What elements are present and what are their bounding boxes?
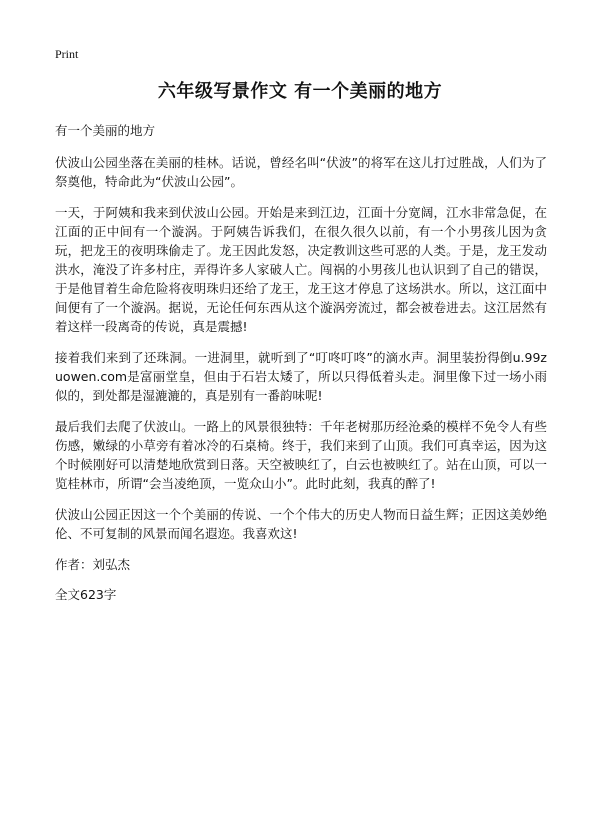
- paragraph-pearl-cave: 接着我们来到了还珠洞。一进洞里，就听到了“叮咚叮咚”的滴水声。洞里装扮得倒u.99zuowen.com是富丽堂皇，但由于石岩太矮了，所以只得低着头走。洞里像下过一场小雨似的，到处都是湿漉漉的，真是别有一番韵味呢!: [55, 350, 547, 403]
- article-body: [55, 121, 547, 616]
- article-title: 六年级写景作文 有一个美丽的地方: [157, 81, 443, 102]
- word-count: 全文623字: [55, 587, 117, 602]
- paragraph-intro: 伏波山公园坐落在美丽的桂林。话说，曾经名叫“伏波”的将军在这儿打过胜战，人们为了祭奠他，特命此为“伏波山公园”。: [55, 155, 547, 189]
- paragraph-river-legend: 一天，于阿姨和我来到伏波山公园。开始是来到江边，江面十分宽阔，江水非常急促，在江面的正中间有一个漩涡。于阿姨告诉我们，在很久很久以前，有一个小男孩儿因为贪玩，把龙王的夜明珠偷走了。龙王因此发怒，决定教训这些可恶的人类。于是，龙王发动洪水，淹没了许多村庄，弄得许多人家破人亡。闯祸的小男孩儿也认识到了自己的错误，于是他冒着生命危险将夜明珠归还给了龙王，龙王这才停息了这场洪水。所以，这江面中间便有了一个漩涡。据说，无论任何东西从这个漩涡旁流过，都会被卷进去。这江居然有着这样一段离奇的传说，真是震撼!: [55, 205, 547, 334]
- author-line: 作者：刘弘杰: [55, 557, 131, 572]
- print-link[interactable]: Print: [55, 47, 79, 61]
- paragraph-conclusion: 伏波山公园正因这一个个美丽的传说、一个个伟大的历史人物而日益生辉；正因这美妙绝伦、不可复制的风景而闻名遐迩。我喜欢这!: [55, 507, 547, 541]
- article-subtitle: 有一个美丽的地方: [55, 123, 156, 138]
- paragraph-mountain-climb: 最后我们去爬了伏波山。一路上的风景很独特：千年老树那历经沧桑的模样不免令人有些伤感，嫩绿的小草旁有着冰冷的石桌椅。终于，我们来到了山顶。我们可真幸运，因为这个时候刚好可以清楚地欣赏到日落。天空被映红了，白云也被映红了。站在山顶，可以一览桂林市，所谓“会当凌绝顶，一览众山小”。此时此刻，我真的醉了!: [55, 419, 547, 491]
